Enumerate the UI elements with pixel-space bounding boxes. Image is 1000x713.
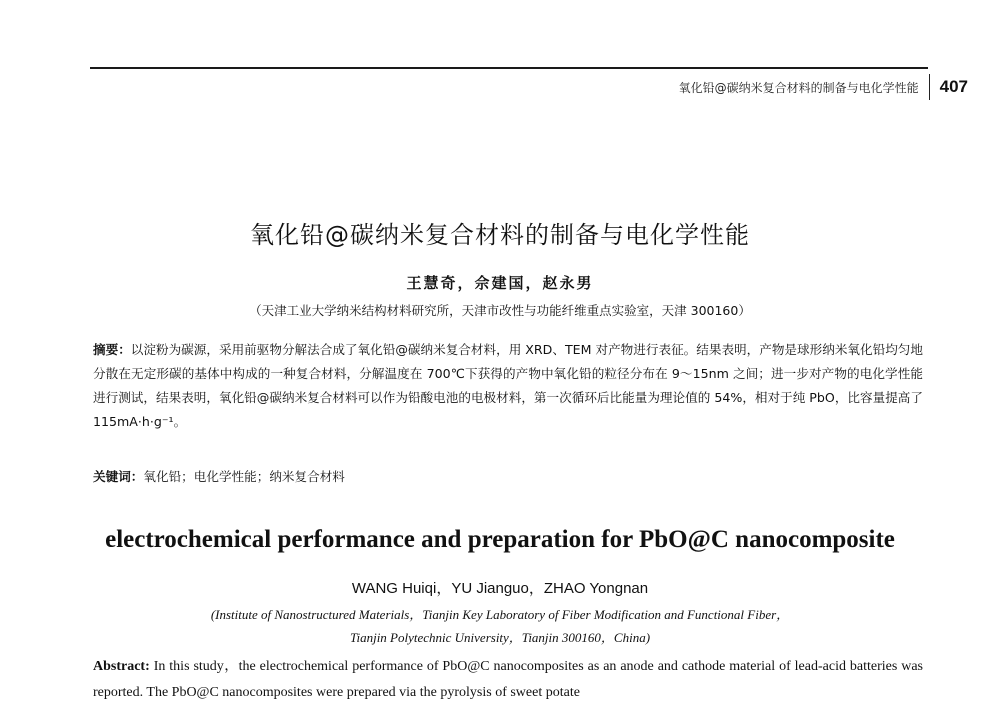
chinese-title: 氧化铅@碳纳米复合材料的制备与电化学性能 (250, 221, 750, 249)
chinese-keywords (93, 466, 923, 485)
header-divider (929, 74, 930, 100)
chinese-abstract (93, 338, 923, 434)
english-affiliation-line1: (Institute of Nanostructured Materials，Tianjin Key Laboratory of Fiber Modification and Functional Fiber， (210, 607, 790, 622)
english-title: electrochemical performance and preparation for PbO@C nanocomposite (105, 526, 895, 553)
chinese-keywords-text: 氧化铅；电化学性能；纳米复合材料 (143, 469, 345, 484)
english-abstract-label: Abstract: (93, 659, 150, 674)
chinese-affiliation: （天津工业大学纳米结构材料研究所，天津市改性与功能纤维重点实验室，天津 300160） (249, 303, 751, 318)
chinese-authors: 王慧奇，佘建国，赵永男 (406, 274, 594, 292)
running-header (679, 74, 968, 100)
english-affiliation (90, 603, 910, 649)
chinese-keywords-label: 关键词： (93, 469, 144, 484)
header-rule (90, 67, 928, 69)
english-abstract (93, 654, 923, 706)
english-abstract-text: In this study，the electrochemical performance of PbO@C nanocomposites as an anode and cathode material of lead-acid batteries was reported. The PbO@C nanocomposites were prepared via the pyrolysis of sweet potate (93, 659, 924, 700)
page-number: 407 (939, 77, 968, 96)
english-affiliation-line2: Tianjin Polytechnic University，Tianjin 300160，China) (349, 630, 651, 645)
english-authors: WANG Huiqi，YU Jianguo，ZHAO Yongnan (351, 580, 649, 597)
running-title: 氧化铅@碳纳米复合材料的制备与电化学性能 (678, 80, 919, 95)
chinese-abstract-label: 摘要： (93, 342, 131, 357)
chinese-abstract-text: 以淀粉为碳源，采用前驱物分解法合成了氧化铅@碳纳米复合材料，用 XRD、TEM 对产物进行表征。结果表明，产物是球形纳米氧化铅均匀地分散在无定形碳的基体中构成的一种复合材料，分解温度在 700℃下获得的产物中氧化铅的粒径分布在 9～15nm 之间；进一步对产物的电化学性能进行测试，结果表明，氧化铅@碳纳米复合材料可以作为铅酸电池的电极材料，第一次循环后比能量为理论值的 54%，相对于纯 PbO，比容量提高了 115mA·h·g⁻¹。 (93, 342, 923, 429)
